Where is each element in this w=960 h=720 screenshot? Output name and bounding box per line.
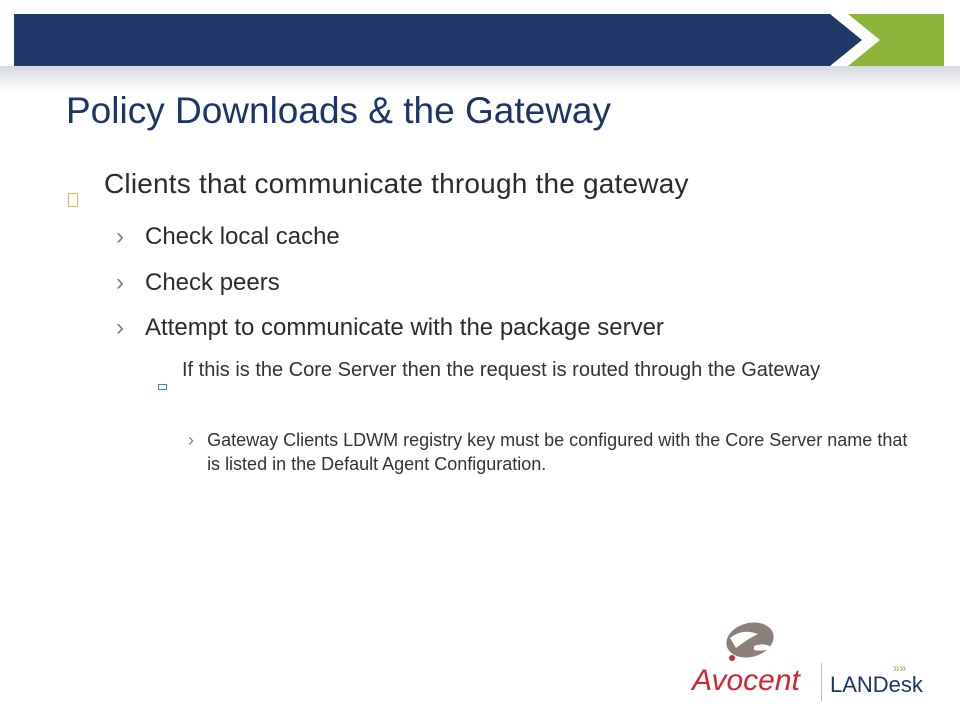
bullet-level4-text: Gateway Clients LDWM registry key must be configured with the Core Server name that is listed in the Default Agent Configuration. (207, 430, 908, 474)
bullet-level2-text: Attempt to communicate with the package server (145, 314, 664, 341)
chevron-right-icon: › (116, 223, 124, 250)
landesk-chevrons-icon: »» (893, 661, 907, 675)
chevron-right-icon: › (188, 430, 194, 450)
bullet-level2-item (116, 223, 340, 251)
bullet-level2-item (116, 269, 280, 297)
chevron-right-icon: › (116, 269, 124, 296)
bullet-level2-item (116, 314, 664, 342)
bullet-level1 (68, 168, 689, 214)
bullet-level2-text: Check peers (145, 269, 280, 296)
square-bullet-icon (68, 168, 104, 214)
banner-navy-band (14, 14, 862, 66)
bullet-level3 (158, 356, 918, 398)
bullet-level2-text: Check local cache (145, 223, 340, 250)
landesk-logo: LANDesk (830, 672, 923, 697)
header-banner (0, 0, 960, 92)
bullet-level3-text: If this is the Core Server then the request is routed through the Gateway (182, 359, 821, 381)
avocent-mark-icon (722, 618, 777, 663)
banner-green-chevron (848, 14, 944, 66)
chevron-right-icon: › (116, 314, 124, 341)
slide-title: Policy Downloads & the Gateway (66, 90, 611, 131)
bullet-level4 (188, 428, 918, 476)
avocent-logo: Avocent (692, 664, 800, 697)
company-logos (680, 618, 930, 708)
square-bullet-icon (158, 356, 182, 398)
logo-divider (821, 663, 822, 701)
bullet-level1-text: Clients that communicate through the gateway (104, 168, 689, 199)
